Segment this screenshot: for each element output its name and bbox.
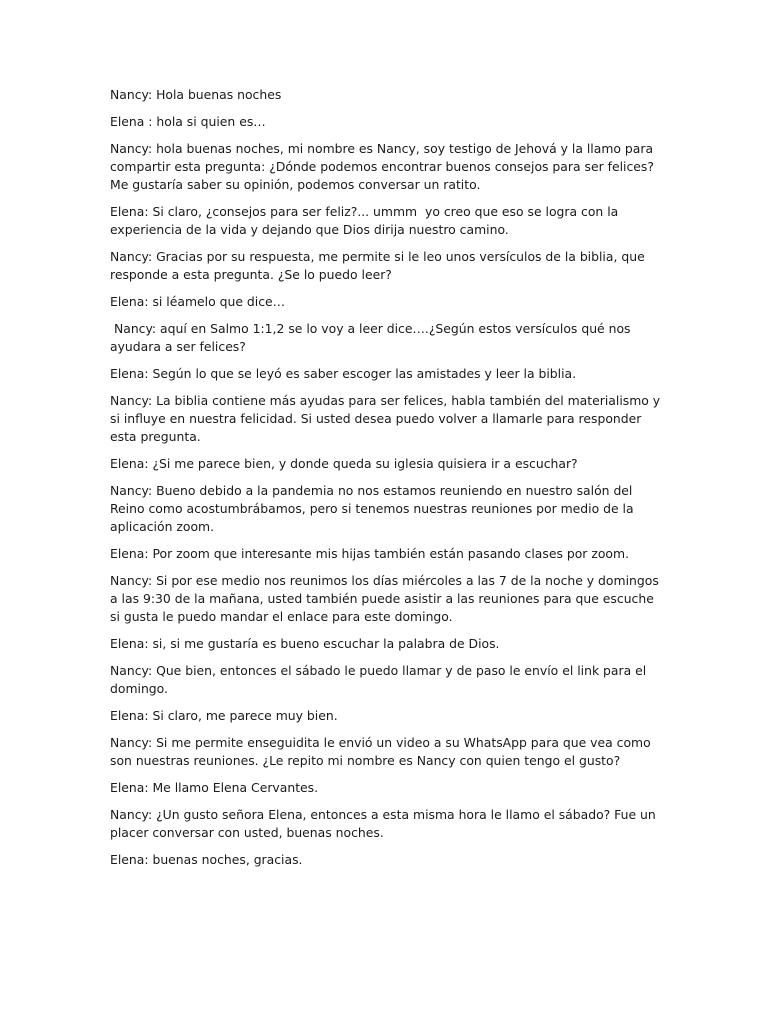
paragraph: Nancy: Bueno debido a la pandemia no nos estamos reuniendo en nuestro salón del Reino como acostumbrábamos, pero si tenemos nuestras reuniones por medio de la aplicación zoom. xyxy=(110,483,638,534)
paragraph: Elena : hola si quien es… xyxy=(110,114,266,129)
paragraph: Nancy: Que bien, entonces el sábado le puedo llamar y de paso le envío el link para el domingo. xyxy=(110,663,651,696)
paragraph: Elena: ¿Si me parece bien, y donde queda su iglesia quisiera ir a escuchar? xyxy=(110,456,578,471)
paragraph: Nancy: Gracias por su respuesta, me permite si le leo unos versículos de la biblia, que responde a esta pregunta. ¿Se lo puedo leer? xyxy=(110,249,649,282)
paragraph: Nancy: Hola buenas noches xyxy=(110,87,282,102)
paragraph: Elena: Si claro, ¿consejos para ser feliz?... ummm yo creo que eso se logra con la experiencia de la vida y dejando que Dios dirija nuestro camino. xyxy=(110,204,623,237)
paragraph: Elena: si, si me gustaría es bueno escuchar la palabra de Dios. xyxy=(110,636,500,651)
paragraph: Elena: Según lo que se leyó es saber escoger las amistades y leer la biblia. xyxy=(110,366,577,381)
paragraph: Elena: Si claro, me parece muy bien. xyxy=(110,708,338,723)
paragraph: Elena: si léamelo que dice… xyxy=(110,294,286,309)
document-page xyxy=(110,86,665,878)
paragraph: Elena: Por zoom que interesante mis hijas también están pasando clases por zoom. xyxy=(110,546,630,561)
paragraph: Nancy: Si me permite enseguidita le envió un video a su WhatsApp para que vea como son nuestras reuniones. ¿Le repito mi nombre es Nancy con quien tengo el gusto? xyxy=(110,735,655,768)
paragraph: Nancy: ¿Un gusto señora Elena, entonces a esta misma hora le llamo el sábado? Fue un placer conversar con usted, buenas noches. xyxy=(110,807,660,840)
paragraph: Nancy: aquí en Salmo 1:1,2 se lo voy a leer dice….¿Según estos versículos qué nos ayudara a ser felices? xyxy=(110,321,635,354)
paragraph: Elena: Me llamo Elena Cervantes. xyxy=(110,780,319,795)
paragraph: Elena: buenas noches, gracias. xyxy=(110,852,303,867)
paragraph: Nancy: La biblia contiene más ayudas para ser felices, habla también del materialismo y si influye en nuestra felicidad. Si usted desea puedo volver a llamarle para responder esta pregunta. xyxy=(110,393,665,444)
paragraph: Nancy: hola buenas noches, mi nombre es Nancy, soy testigo de Jehová y la llamo para compartir esta pregunta: ¿Dónde podemos encontrar buenos consejos para ser felices? Me gustaría saber su opinión, podemos conversar un ratito. xyxy=(110,141,658,192)
paragraph: Nancy: Si por ese medio nos reunimos los días miércoles a las 7 de la noche y domingos a las 9:30 de la mañana, usted también puede asistir a las reuniones para que escuche si gusta le puedo mandar el enlace para este domingo. xyxy=(110,573,663,624)
